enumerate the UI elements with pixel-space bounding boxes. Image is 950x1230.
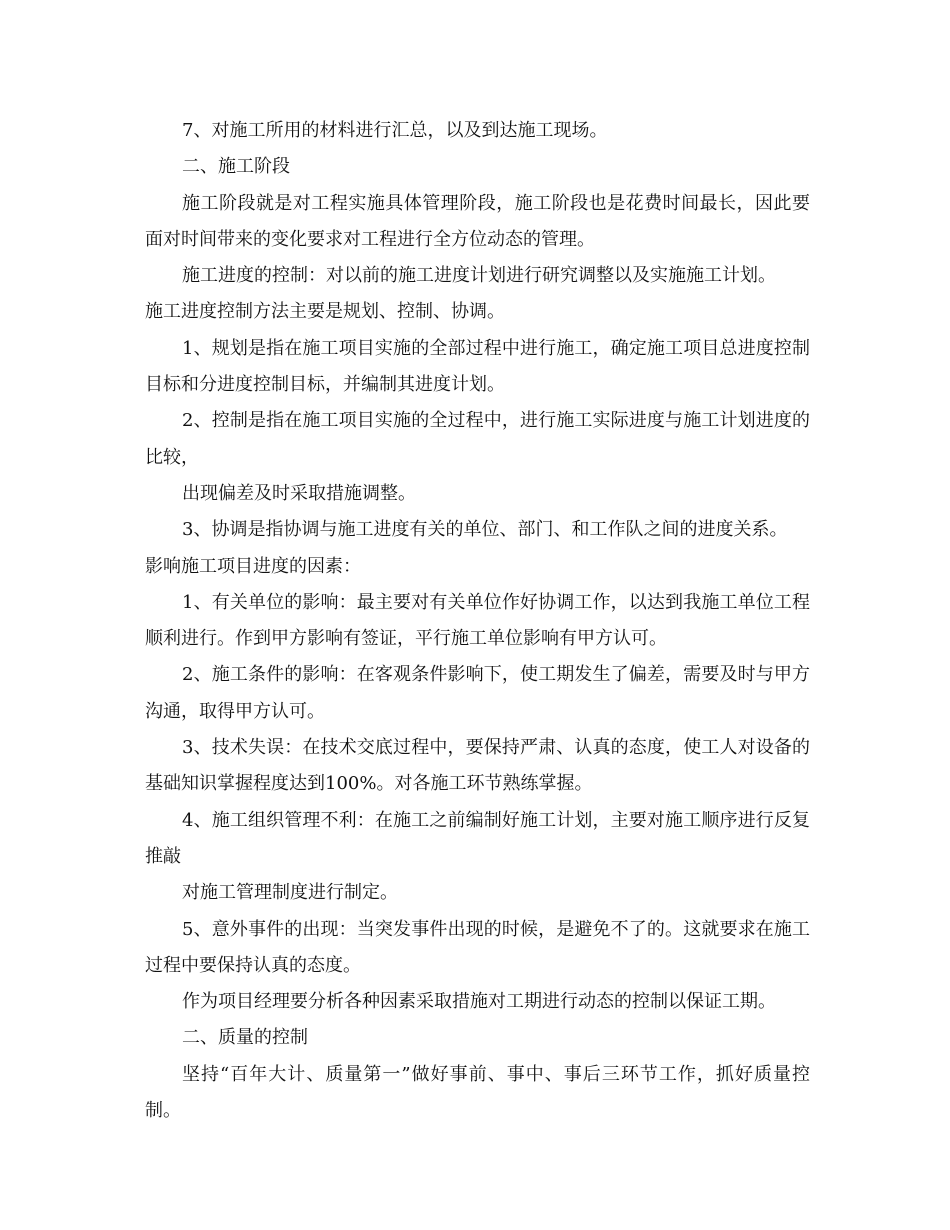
paragraph-9: 3、协调是指协调与施工进度有关的单位、部门、和工作队之间的进度关系。 xyxy=(182,519,788,541)
paragraph-15: 对施工管理制度进行制定。 xyxy=(182,882,398,904)
paragraph-14: 4、施工组织管理不利：在施工之前编制好施工计划，主要对施工顺序进行反复推敲 xyxy=(145,809,810,867)
paragraph-17: 作为项目经理要分析各种因素采取措施对工期进行动态的控制以保证工期。 xyxy=(182,991,776,1013)
paragraph-1: 7、对施工所用的材料进行汇总，以及到达施工现场。 xyxy=(182,120,608,141)
paragraph-3: 施工阶段就是对工程实施具体管理阶段，施工阶段也是花费时间最长，因此要面对时间带来的变化要求对工程进行全方位动态的管理。 xyxy=(145,192,810,250)
paragraph-11: 1、有关单位的影响：最主要对有关单位作好协调工作，以达到我施工单位工程顺利进行。作到甲方影响有签证，平行施工单位影响有甲方认可。 xyxy=(145,591,810,650)
paragraph-19: 坚持“百年大计、质量第一”做好事前、事中、事后三环节工作，抓好质量控制。 xyxy=(145,1063,810,1122)
paragraph-12: 2、施工条件的影响：在客观条件影响下，使工期发生了偏差，需要及时与甲方沟通，取得甲方认可。 xyxy=(145,664,810,722)
paragraph-7: 2、控制是指在施工项目实施的全过程中，进行施工实际进度与施工计划进度的比较， xyxy=(145,410,810,468)
section-heading-construction-stage: 二、施工阶段 xyxy=(182,156,290,178)
paragraph-13: 3、技术失误：在技术交底过程中，要保持严肃、认真的态度，使工人对设备的基础知识掌握程度达到100%。对各施工环节熟练掌握。 xyxy=(145,737,810,795)
paragraph-6: 1、规划是指在施工项目实施的全部过程中进行施工，确定施工项目总进度控制目标和分进度控制目标，并编制其进度计划。 xyxy=(145,337,810,396)
paragraph-4: 施工进度的控制：对以前的施工进度计划进行研究调整以及实施施工计划。 xyxy=(182,265,776,287)
paragraph-16: 5、意外事件的出现：当突发事件出现的时候，是避免不了的。这就要求在施工过程中要保持认真的态度。 xyxy=(145,918,810,976)
paragraph-5: 施工进度控制方法主要是规划、控制、协调。 xyxy=(145,301,505,323)
document-body xyxy=(145,113,810,1129)
paragraph-8: 出现偏差及时采取措施调整。 xyxy=(182,482,416,504)
paragraph-10: 影响施工项目进度的因素： xyxy=(145,555,361,577)
section-heading-quality-control: 二、质量的控制 xyxy=(182,1027,308,1049)
